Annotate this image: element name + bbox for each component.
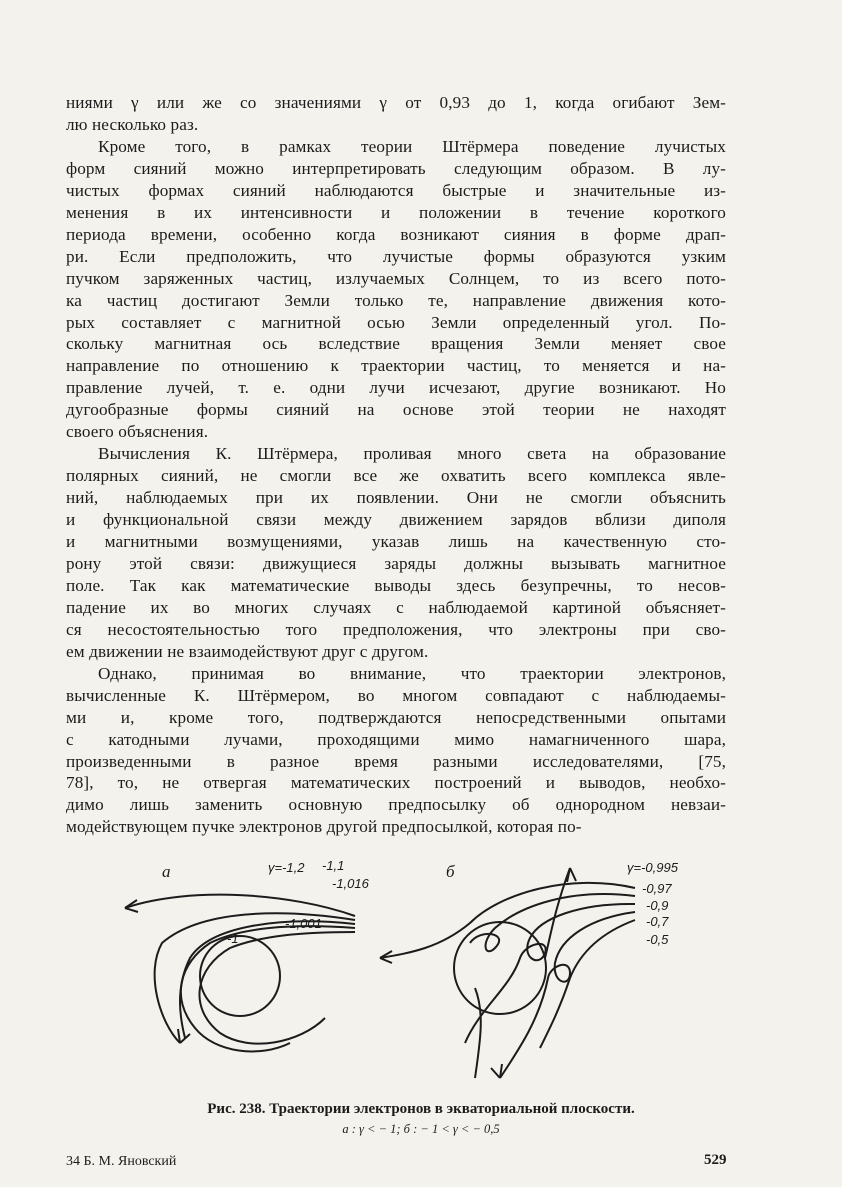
text-line: произведенными в разное время разными исследователями, [75, bbox=[66, 751, 726, 771]
trajectory-a-1 bbox=[125, 895, 355, 916]
text-line: Кроме того, в рамках теории Штёрмера поведение лучистых bbox=[98, 136, 726, 156]
text-line: своего объяснения. bbox=[66, 422, 209, 442]
figure-238 bbox=[100, 848, 740, 1098]
text-line: форм сияний можно интерпретировать следующим образом. В лу- bbox=[66, 158, 726, 178]
text-line: с катодными лучами, проходящими мимо намагниченного шара, bbox=[66, 729, 726, 749]
text-line: периода времени, особенно когда возникают сияния в форме драп- bbox=[66, 224, 726, 244]
panel-a-curve-label-3: -1,001 bbox=[285, 916, 322, 931]
text-line: полярных сияний, не смогли все же охватить всего комплекса явле- bbox=[66, 466, 726, 486]
figure-subcaption: а : γ < − 1; б : − 1 < γ < − 0,5 bbox=[342, 1122, 500, 1136]
page-number: 529 bbox=[704, 1152, 727, 1168]
text-line: Однако, принимая во внимание, что траектории электронов, bbox=[98, 663, 726, 683]
text-line: правление лучей, т. е. одни лучи исчезают, другие возникают. Но bbox=[66, 378, 726, 398]
text-line: 78], то, не отвергая математических построений и выводов, необхо- bbox=[66, 773, 726, 793]
text-line: ний, наблюдаемых при их появлении. Они не смогли объяснить bbox=[66, 488, 726, 508]
trajectory-b-5 bbox=[540, 920, 635, 1048]
text-line: вычисленные К. Штёрмером, во многом совпадают с наблюдаемы- bbox=[66, 685, 726, 705]
text-line: ем движении не взаимодействуют друг с другом. bbox=[66, 641, 429, 661]
trajectory-b-4 bbox=[500, 912, 635, 1078]
panel-a-curve-label-2: -1,016 bbox=[332, 876, 369, 891]
panel-b bbox=[380, 868, 635, 1078]
trajectory-b-6 bbox=[475, 988, 481, 1078]
text-line: направление по отношению к траектории частиц, то меняется и на- bbox=[66, 356, 726, 376]
panel-a-gamma-label: γ=-1,2 bbox=[268, 860, 305, 875]
text-line: дугообразные формы сияний на основе этой теории не находят bbox=[66, 400, 726, 420]
text-line: ка частиц достигают Земли только те, направление движения кото- bbox=[66, 290, 726, 310]
text-line: ри. Если предположить, что лучистые формы образуются узким bbox=[66, 246, 726, 266]
text-line: и магнитными возмущениями, указав лишь на качественную сто- bbox=[66, 532, 726, 551]
text-line: ниями γ или же со значениями γ от 0,93 до 1, когда огибают Зем- bbox=[66, 93, 726, 112]
text-line: димо лишь заменить основную предпосылку об однородном невзаи- bbox=[66, 795, 726, 815]
trajectory-a-4 bbox=[181, 926, 355, 1051]
panel-b-curve-label-2: -0,9 bbox=[646, 898, 669, 913]
figure-caption: Рис. 238. Траектории электронов в экваториальной плоскости. bbox=[207, 1101, 635, 1117]
panel-b-curve-label-3: -0,7 bbox=[646, 914, 669, 929]
panel-b-curve-label-4: -0,5 bbox=[646, 932, 669, 947]
text-line: рых составляет с магнитной осью Земли определенный угол. По- bbox=[66, 312, 726, 332]
earth-label-a: -1 bbox=[227, 931, 239, 946]
earth-circle-a bbox=[200, 936, 280, 1016]
text-line: чистых формах сияний наблюдаются быстрые и значительные из- bbox=[66, 180, 726, 200]
text-line: Вычисления К. Штёрмера, проливая много света на образование bbox=[98, 444, 726, 464]
trajectory-a-3 bbox=[180, 921, 355, 1038]
trajectory-b-arrow-3 bbox=[491, 1064, 502, 1078]
panel-b-label: б bbox=[446, 862, 455, 881]
text-line: поле. Так как математические выводы здесь безупречны, то несов- bbox=[66, 575, 726, 595]
text-line: ми и, кроме того, подтверждаются непосредственными опытами bbox=[66, 707, 726, 727]
panel-b-curve-label-1: -0,97 bbox=[642, 881, 672, 896]
text-line: скольку магнитная ось вследствие вращения Земли меняет свое bbox=[66, 334, 726, 354]
text-line: и функциональной связи между движением зарядов вблизи диполя bbox=[66, 510, 726, 530]
panel-a-label: а bbox=[162, 862, 171, 881]
text-line: модействующем пучке электронов другой предпосылкой, которая по- bbox=[66, 817, 582, 837]
text-line: ся несостоятельностью того предположения, что электроны при сво- bbox=[66, 619, 726, 639]
footer-signature: 34 Б. М. Яновский bbox=[66, 1154, 177, 1169]
text-line: падение их во многих случаях с наблюдаемой картиной объясняет- bbox=[66, 597, 726, 617]
panel-b-gamma-label: γ=-0,995 bbox=[627, 860, 678, 875]
text-line: менения в их интенсивности и положении в течение короткого bbox=[66, 202, 726, 222]
text-line: рону этой связи: движущиеся заряды должны вызывать магнитное bbox=[66, 553, 726, 573]
text-line: пучком заряженных частиц, излучаемых Солнцем, то из всего пото- bbox=[66, 268, 726, 288]
text-line: лю несколько раз. bbox=[66, 114, 199, 134]
panel-a-curve-label-1: -1,1 bbox=[322, 858, 345, 873]
